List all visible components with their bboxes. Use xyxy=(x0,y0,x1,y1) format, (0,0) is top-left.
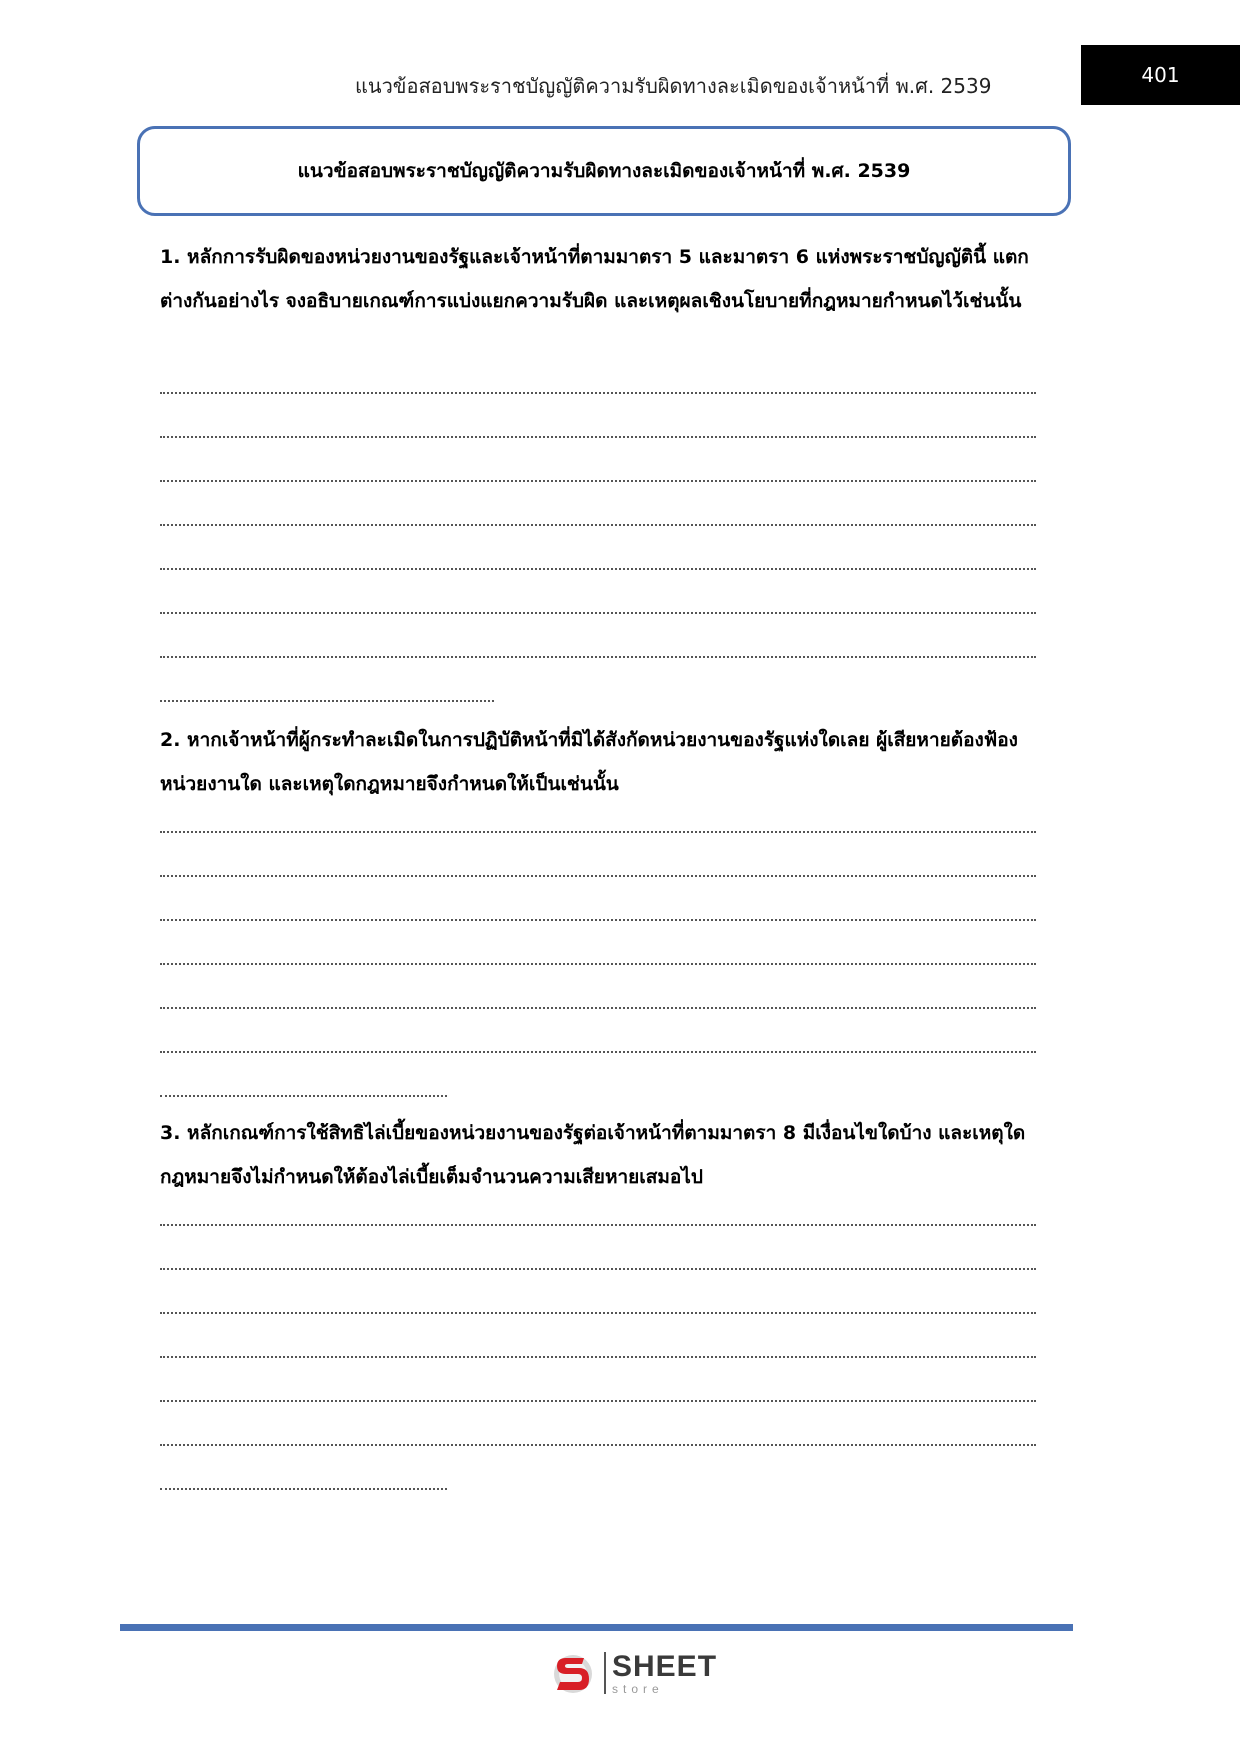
answer-line[interactable] xyxy=(160,875,1036,877)
answer-line[interactable] xyxy=(160,524,1036,526)
logo-word: SHEET xyxy=(612,1649,718,1683)
page-number-tab: 401 xyxy=(1081,45,1240,105)
answer-line[interactable] xyxy=(160,1444,1036,1446)
footer-rule xyxy=(120,1624,1073,1631)
answer-line[interactable] xyxy=(160,1095,447,1097)
answer-line[interactable] xyxy=(160,1007,1036,1009)
answer-line[interactable] xyxy=(160,919,1036,921)
answer-line[interactable] xyxy=(160,1051,1036,1053)
title-box xyxy=(137,126,1071,216)
logo-text xyxy=(612,1649,718,1696)
answer-line[interactable] xyxy=(160,963,1036,965)
question-3: 3. หลักเกณฑ์การใช้สิทธิไล่เบี้ยของหน่วยงานของรัฐต่อเจ้าหน้าที่ตามมาตรา 8 มีเงื่อนไขใดบ้าง และเหตุใดกฎหมายจึงไม่กำหนดให้ต้องไล่เบี้ยเต็มจำนวนความเสียหายเสมอไป xyxy=(160,1122,1026,1188)
answer-line[interactable] xyxy=(160,831,1036,833)
answer-line[interactable] xyxy=(160,612,1036,614)
page-title: แนวข้อสอบพระราชบัญญัติความรับผิดทางละเมิดของเจ้าหน้าที่ พ.ศ. 2539 xyxy=(297,160,911,182)
answer-line[interactable] xyxy=(160,392,1036,394)
question-2: 2. หากเจ้าหน้าที่ผู้กระทำละเมิดในการปฏิบัติหน้าที่มิได้สังกัดหน่วยงานของรัฐแห่งใดเลย ผู้เสียหายต้องฟ้องหน่วยงานใด และเหตุใดกฎหมายจึงกำหนดให้เป็นเช่นนั้น xyxy=(160,729,1018,795)
answer-line[interactable] xyxy=(160,1268,1036,1270)
answer-line[interactable] xyxy=(160,656,1036,658)
logo-separator xyxy=(604,1652,606,1694)
answer-line[interactable] xyxy=(160,568,1036,570)
answer-line[interactable] xyxy=(160,1312,1036,1314)
question-1: 1. หลักการรับผิดของหน่วยงานของรัฐและเจ้าหน้าที่ตามมาตรา 5 และมาตรา 6 แห่งพระราชบัญญัตินี้ แตกต่างกันอย่างไร จงอธิบายเกณฑ์การแบ่งแยกความรับผิด และเหตุผลเชิงนโยบายที่กฎหมายกำหนดไว้เช่นนั้น xyxy=(160,246,1029,312)
answer-line[interactable] xyxy=(160,1400,1036,1402)
answer-line[interactable] xyxy=(160,1488,447,1490)
answer-line[interactable] xyxy=(160,1356,1036,1358)
answer-line[interactable] xyxy=(160,700,494,702)
running-header: แนวข้อสอบพระราชบัญญัติความรับผิดทางละเมิดของเจ้าหน้าที่ พ.ศ. 2539 xyxy=(355,74,992,98)
answer-line[interactable] xyxy=(160,436,1036,438)
answer-line[interactable] xyxy=(160,480,1036,482)
logo-subword: store xyxy=(612,1681,664,1696)
answer-line[interactable] xyxy=(160,1224,1036,1226)
footer-logo xyxy=(548,1648,717,1698)
sheet-store-logo-icon xyxy=(548,1648,598,1698)
